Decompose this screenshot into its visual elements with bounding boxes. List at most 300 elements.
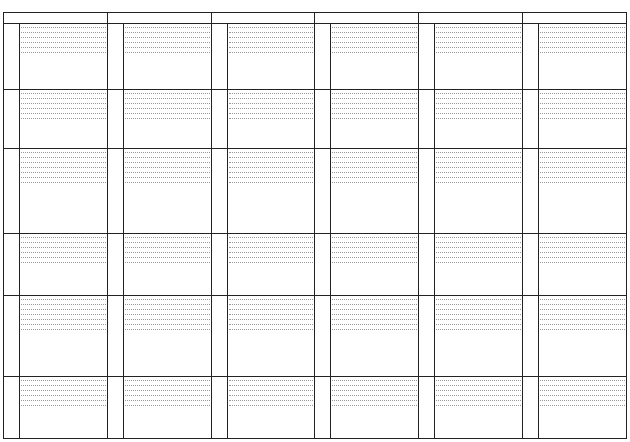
text-line	[436, 90, 521, 94]
content-cell	[227, 148, 315, 233]
text-line	[125, 169, 210, 173]
text-line	[229, 39, 314, 43]
text-line	[229, 382, 314, 386]
row-label-cell	[107, 295, 123, 376]
text-line	[125, 179, 210, 183]
content-cell	[123, 233, 211, 295]
content-cell	[227, 295, 315, 376]
text-line	[21, 110, 106, 114]
text-line	[125, 382, 210, 386]
text-line	[21, 392, 106, 396]
text-line	[540, 321, 625, 325]
row-label-cell	[4, 24, 20, 90]
text-line	[540, 397, 625, 401]
text-line	[332, 169, 417, 173]
text-line	[125, 377, 210, 381]
text-line	[540, 402, 625, 406]
text-line	[436, 254, 521, 258]
column-header-5	[419, 13, 523, 24]
content-cell	[435, 295, 523, 376]
content-cell	[539, 24, 627, 90]
text-line	[540, 249, 625, 253]
row-label-cell	[4, 90, 20, 148]
text-line	[125, 164, 210, 168]
row-label-cell	[419, 376, 435, 438]
content-cell	[539, 148, 627, 233]
text-line	[436, 174, 521, 178]
text-line	[332, 377, 417, 381]
text-line	[540, 105, 625, 109]
text-line	[540, 244, 625, 248]
content-cell	[123, 24, 211, 90]
text-line	[229, 164, 314, 168]
content-cell	[435, 148, 523, 233]
content-cell	[20, 24, 108, 90]
text-line	[125, 296, 210, 300]
row-label-cell	[4, 376, 20, 438]
text-line	[229, 159, 314, 163]
text-line	[229, 44, 314, 48]
text-line	[436, 296, 521, 300]
content-cell	[435, 233, 523, 295]
text-line	[436, 159, 521, 163]
text-line	[21, 311, 106, 315]
text-line	[436, 387, 521, 391]
text-line	[229, 254, 314, 258]
text-line	[229, 392, 314, 396]
text-line	[21, 105, 106, 109]
text-line	[436, 321, 521, 325]
row-label-cell	[523, 24, 539, 90]
text-line	[540, 377, 625, 381]
row-label-cell	[107, 90, 123, 148]
text-line	[332, 39, 417, 43]
row-label-cell	[107, 376, 123, 438]
text-line	[436, 402, 521, 406]
row-label-cell	[107, 233, 123, 295]
text-line	[21, 234, 106, 238]
text-line	[21, 402, 106, 406]
text-line	[21, 179, 106, 183]
text-line	[21, 397, 106, 401]
text-line	[436, 164, 521, 168]
text-line	[332, 49, 417, 53]
content-cell	[331, 90, 419, 148]
text-line	[21, 249, 106, 253]
text-line	[436, 301, 521, 305]
text-line	[229, 387, 314, 391]
row-label-cell	[419, 90, 435, 148]
text-line	[332, 105, 417, 109]
text-line	[125, 311, 210, 315]
text-line	[332, 154, 417, 158]
text-line	[436, 239, 521, 243]
row-label-cell	[419, 148, 435, 233]
text-line	[21, 159, 106, 163]
text-line	[540, 90, 625, 94]
row-label-cell	[523, 90, 539, 148]
column-header-4	[315, 13, 419, 24]
text-line	[229, 239, 314, 243]
row-label-cell	[4, 233, 20, 295]
content-cell	[20, 90, 108, 148]
text-line	[229, 249, 314, 253]
row-label-cell	[523, 376, 539, 438]
text-line	[21, 169, 106, 173]
text-line	[21, 316, 106, 320]
text-line	[229, 90, 314, 94]
row-label-cell	[523, 295, 539, 376]
text-line	[332, 296, 417, 300]
text-line	[21, 95, 106, 99]
row-label-cell	[107, 148, 123, 233]
text-line	[540, 239, 625, 243]
text-line	[540, 49, 625, 53]
text-line	[540, 154, 625, 158]
row-label-cell	[211, 295, 227, 376]
text-line	[125, 100, 210, 104]
text-line	[436, 316, 521, 320]
content-cell	[435, 376, 523, 438]
text-line	[332, 159, 417, 163]
text-line	[436, 259, 521, 263]
text-line	[229, 29, 314, 33]
content-cell	[123, 148, 211, 233]
text-line	[229, 234, 314, 238]
content-cell	[20, 233, 108, 295]
table-row	[4, 24, 627, 90]
content-cell	[331, 24, 419, 90]
content-cell	[331, 295, 419, 376]
text-line	[229, 377, 314, 381]
row-label-cell	[419, 295, 435, 376]
text-line	[436, 392, 521, 396]
text-line	[229, 34, 314, 38]
text-line	[125, 174, 210, 178]
content-cell	[331, 233, 419, 295]
text-line	[436, 105, 521, 109]
content-cell	[20, 376, 108, 438]
text-line	[436, 110, 521, 114]
text-line	[332, 179, 417, 183]
text-line	[125, 259, 210, 263]
text-line	[21, 254, 106, 258]
text-line	[229, 149, 314, 153]
text-line	[540, 387, 625, 391]
row-label-cell	[211, 233, 227, 295]
text-line	[229, 49, 314, 53]
text-line	[332, 397, 417, 401]
text-line	[21, 377, 106, 381]
text-line	[21, 115, 106, 119]
table-row	[4, 295, 627, 376]
text-line	[436, 306, 521, 310]
text-line	[125, 29, 210, 33]
text-line	[125, 34, 210, 38]
text-line	[21, 387, 106, 391]
text-line	[436, 154, 521, 158]
row-label-cell	[4, 295, 20, 376]
text-line	[436, 179, 521, 183]
text-line	[540, 306, 625, 310]
text-line	[21, 90, 106, 94]
text-line	[540, 174, 625, 178]
content-cell	[227, 24, 315, 90]
text-line	[436, 249, 521, 253]
text-line	[332, 44, 417, 48]
content-cell	[123, 295, 211, 376]
text-line	[21, 259, 106, 263]
content-cell	[539, 295, 627, 376]
text-line	[540, 164, 625, 168]
text-line	[332, 402, 417, 406]
text-line	[229, 326, 314, 330]
text-line	[332, 115, 417, 119]
table-row	[4, 376, 627, 438]
text-line	[229, 179, 314, 183]
text-line	[540, 382, 625, 386]
row-label-cell	[315, 148, 331, 233]
text-line	[540, 95, 625, 99]
text-line	[332, 234, 417, 238]
content-cell	[331, 376, 419, 438]
text-line	[332, 90, 417, 94]
row-label-cell	[315, 376, 331, 438]
text-line	[125, 402, 210, 406]
text-line	[125, 24, 210, 28]
text-line	[436, 311, 521, 315]
text-line	[125, 234, 210, 238]
text-line	[540, 34, 625, 38]
text-line	[229, 321, 314, 325]
text-line	[332, 244, 417, 248]
text-line	[229, 115, 314, 119]
content-cell	[20, 148, 108, 233]
text-line	[436, 29, 521, 33]
row-label-cell	[523, 148, 539, 233]
text-line	[21, 100, 106, 104]
text-line	[229, 24, 314, 28]
text-line	[125, 49, 210, 53]
table-body	[4, 24, 627, 439]
row-label-cell	[523, 233, 539, 295]
text-line	[229, 174, 314, 178]
row-label-cell	[315, 90, 331, 148]
text-line	[332, 392, 417, 396]
text-line	[332, 306, 417, 310]
content-cell	[20, 295, 108, 376]
row-label-cell	[315, 24, 331, 90]
text-line	[125, 249, 210, 253]
text-line	[229, 154, 314, 158]
text-line	[21, 244, 106, 248]
text-line	[332, 321, 417, 325]
text-line	[436, 24, 521, 28]
text-line	[436, 115, 521, 119]
text-line	[332, 95, 417, 99]
text-line	[229, 306, 314, 310]
text-line	[540, 159, 625, 163]
row-label-cell	[315, 233, 331, 295]
job-description-table	[3, 12, 627, 439]
text-line	[436, 39, 521, 43]
text-line	[21, 49, 106, 53]
text-line	[229, 311, 314, 315]
text-line	[125, 105, 210, 109]
text-line	[436, 244, 521, 248]
text-line	[229, 296, 314, 300]
column-header-3	[211, 13, 315, 24]
text-line	[540, 316, 625, 320]
text-line	[540, 24, 625, 28]
text-line	[125, 326, 210, 330]
text-line	[332, 110, 417, 114]
table-row	[4, 148, 627, 233]
text-line	[125, 95, 210, 99]
row-label-cell	[211, 148, 227, 233]
row-label-cell	[315, 295, 331, 376]
text-line	[540, 296, 625, 300]
text-line	[125, 244, 210, 248]
column-header-1	[4, 13, 108, 24]
column-header-2	[107, 13, 211, 24]
row-label-cell	[4, 148, 20, 233]
text-line	[332, 382, 417, 386]
text-line	[229, 95, 314, 99]
text-line	[21, 321, 106, 325]
text-line	[21, 239, 106, 243]
text-line	[229, 316, 314, 320]
text-line	[125, 301, 210, 305]
text-line	[540, 100, 625, 104]
text-line	[229, 397, 314, 401]
text-line	[125, 159, 210, 163]
text-line	[229, 100, 314, 104]
table-row	[4, 233, 627, 295]
text-line	[332, 249, 417, 253]
text-line	[229, 259, 314, 263]
text-line	[125, 239, 210, 243]
text-line	[229, 169, 314, 173]
text-line	[332, 259, 417, 263]
text-line	[540, 301, 625, 305]
text-line	[229, 244, 314, 248]
text-line	[125, 44, 210, 48]
text-line	[332, 29, 417, 33]
row-label-cell	[419, 24, 435, 90]
text-line	[332, 239, 417, 243]
text-line	[540, 311, 625, 315]
text-line	[540, 259, 625, 263]
text-line	[229, 301, 314, 305]
text-line	[21, 296, 106, 300]
text-line	[436, 397, 521, 401]
text-line	[332, 174, 417, 178]
text-line	[540, 115, 625, 119]
text-line	[125, 316, 210, 320]
text-line	[540, 149, 625, 153]
text-line	[332, 149, 417, 153]
text-line	[332, 311, 417, 315]
text-line	[332, 24, 417, 28]
content-cell	[539, 233, 627, 295]
text-line	[21, 326, 106, 330]
table-row	[4, 90, 627, 148]
text-line	[540, 234, 625, 238]
content-cell	[123, 376, 211, 438]
content-cell	[227, 233, 315, 295]
text-line	[540, 254, 625, 258]
text-line	[332, 254, 417, 258]
text-line	[540, 39, 625, 43]
text-line	[125, 321, 210, 325]
text-line	[332, 316, 417, 320]
text-line	[540, 326, 625, 330]
header-row	[4, 13, 627, 24]
text-line	[21, 301, 106, 305]
text-line	[540, 29, 625, 33]
text-line	[21, 44, 106, 48]
text-line	[125, 149, 210, 153]
text-line	[436, 382, 521, 386]
text-line	[125, 392, 210, 396]
text-line	[229, 402, 314, 406]
text-line	[125, 154, 210, 158]
text-line	[125, 110, 210, 114]
content-cell	[435, 90, 523, 148]
text-line	[540, 392, 625, 396]
content-cell	[331, 148, 419, 233]
text-line	[21, 164, 106, 168]
row-label-cell	[211, 376, 227, 438]
content-cell	[227, 90, 315, 148]
content-cell	[227, 376, 315, 438]
text-line	[125, 90, 210, 94]
text-line	[229, 105, 314, 109]
row-label-cell	[211, 24, 227, 90]
content-cell	[123, 90, 211, 148]
text-line	[21, 149, 106, 153]
row-label-cell	[107, 24, 123, 90]
text-line	[436, 34, 521, 38]
text-line	[436, 100, 521, 104]
text-line	[332, 387, 417, 391]
content-cell	[435, 24, 523, 90]
text-line	[436, 44, 521, 48]
text-line	[21, 39, 106, 43]
text-line	[125, 115, 210, 119]
text-line	[540, 44, 625, 48]
row-label-cell	[419, 233, 435, 295]
text-line	[125, 306, 210, 310]
text-line	[332, 326, 417, 330]
text-line	[125, 397, 210, 401]
column-header-6	[523, 13, 627, 24]
text-line	[540, 110, 625, 114]
text-line	[125, 39, 210, 43]
text-line	[125, 254, 210, 258]
text-line	[436, 49, 521, 53]
text-line	[540, 179, 625, 183]
text-line	[332, 100, 417, 104]
text-line	[332, 34, 417, 38]
content-cell	[539, 376, 627, 438]
text-line	[540, 169, 625, 173]
text-line	[21, 34, 106, 38]
text-line	[436, 169, 521, 173]
text-line	[21, 29, 106, 33]
text-line	[21, 154, 106, 158]
